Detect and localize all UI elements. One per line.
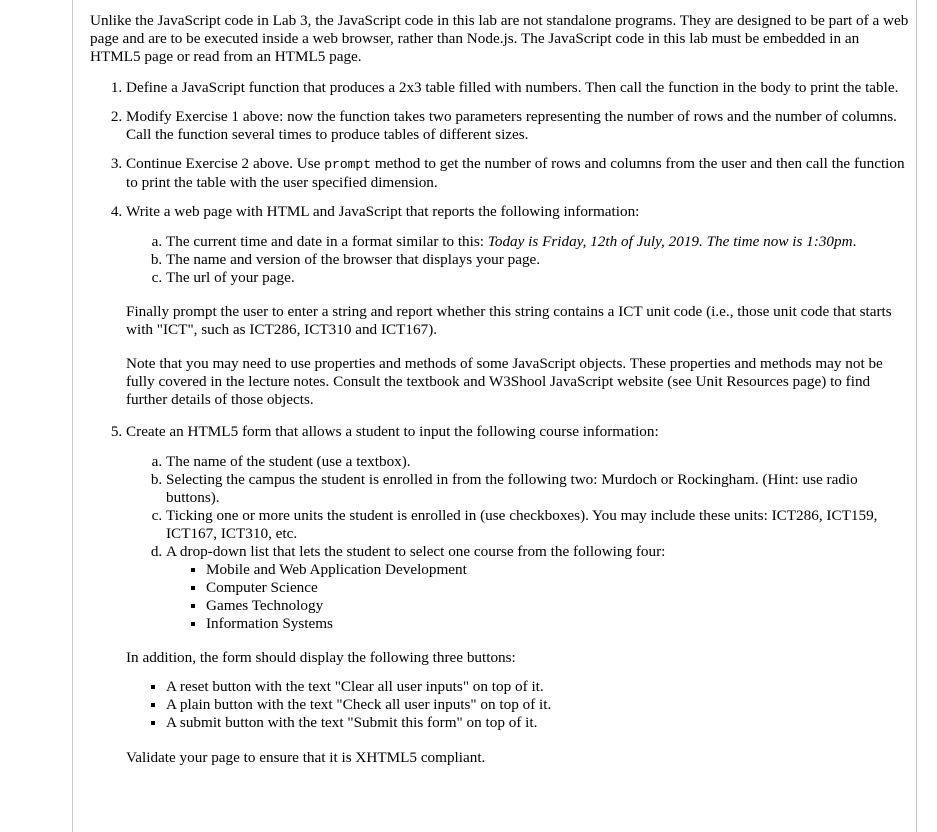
exercise-5c: c. Ticking one or more units the student is enrolled in (use checkboxes). You may include these units: ICT286, ICT159, ICT167, ICT310, etc. — [166, 507, 912, 543]
exercise-4a: a. The current time and date in a format similar to this: Today is Friday, 12th of July, 2019. The time now is 1:30pm. — [166, 233, 912, 251]
exercise-5 — [126, 423, 912, 767]
exercise-5b: b. Selecting the campus the student is enrolled in from the following two: Murdoch or Rockingham. (Hint: use radio buttons). — [166, 471, 912, 507]
course-item: ▪ Mobile and Web Application Development — [206, 561, 912, 579]
exercise-2-text: Modify Exercise 1 above: now the function takes two parameters representing the number of rows and the number of columns. Call the function several times to produce tables of different sizes. — [126, 108, 897, 143]
exercise-3: 3. Continue Exercise 2 above. Use prompt method to get the number of rows and columns from the user and then call the function to print the table with the user specified dimension. — [126, 155, 912, 192]
exercise-4-sublist — [126, 233, 912, 287]
exercise-2 — [126, 108, 912, 144]
exercise-list — [90, 79, 912, 767]
lab-instructions — [90, 12, 912, 781]
button-list — [126, 678, 912, 732]
exercise-4 — [126, 203, 912, 409]
button-item-plain: ▪ A plain button with the text "Check all user inputs" on top of it. — [166, 696, 912, 714]
exercise-5d: d. A drop-down list that lets the student to select one course from the following four: ▪ Mobile and Web Application Development ▪ Computer Science ▪ Games Technology ▪ Information Systems — [166, 543, 912, 633]
exercise-5-sublist — [126, 453, 912, 633]
course-item: ▪ Information Systems — [206, 615, 912, 633]
validate-paragraph: Validate your page to ensure that it is XHTML5 compliant. — [126, 749, 486, 766]
exercise-4-text: Write a web page with HTML and JavaScript that reports the following information: — [126, 203, 640, 220]
intro-paragraph: Unlike the JavaScript code in Lab 3, the JavaScript code in this lab are not standalone programs. They are designed to be part of a web page and are to be executed inside a web browser, rather than Node.js. The JavaScript code in this lab must be embedded in an HTML5 page or read from an HTML5 page. — [90, 12, 909, 65]
button-item-reset: ▪ A reset button with the text "Clear all user inputs" on top of it. — [166, 678, 912, 696]
exercise-1-text: Define a JavaScript function that produces a 2x3 table filled with numbers. Then call the function in the body to print the table. — [126, 79, 899, 96]
date-example: Today is Friday, 12th of July, 2019. The time now is 1:30pm — [487, 233, 853, 250]
prompt-code: prompt — [324, 157, 372, 172]
course-list — [166, 561, 912, 633]
course-item: ▪ Games Technology — [206, 597, 912, 615]
exercise-4c: c. The url of your page. — [166, 269, 912, 287]
buttons-intro: In addition, the form should display the following three buttons: — [126, 649, 516, 666]
exercise-4b: b. The name and version of the browser that displays your page. — [166, 251, 912, 269]
button-item-submit: ▪ A submit button with the text "Submit this form" on top of it. — [166, 714, 912, 732]
exercise-5-text: Create an HTML5 form that allows a student to input the following course information: — [126, 423, 659, 440]
exercise-4-note: Note that you may need to use properties and methods of some JavaScript objects. These properties and methods may not be fully covered in the lecture notes. Consult the textbook and W3Shool JavaScript website (see Unit Resources page) to find further details of those objects. — [126, 355, 883, 408]
exercise-1 — [126, 79, 912, 97]
exercise-4-finally: Finally prompt the user to enter a string and report whether this string contains a ICT unit code (i.e., those unit code that starts with "ICT", such as ICT286, ICT310 and ICT167). — [126, 303, 892, 338]
exercise-5a: a. The name of the student (use a textbox). — [166, 453, 912, 471]
course-item: ▪ Computer Science — [206, 579, 912, 597]
